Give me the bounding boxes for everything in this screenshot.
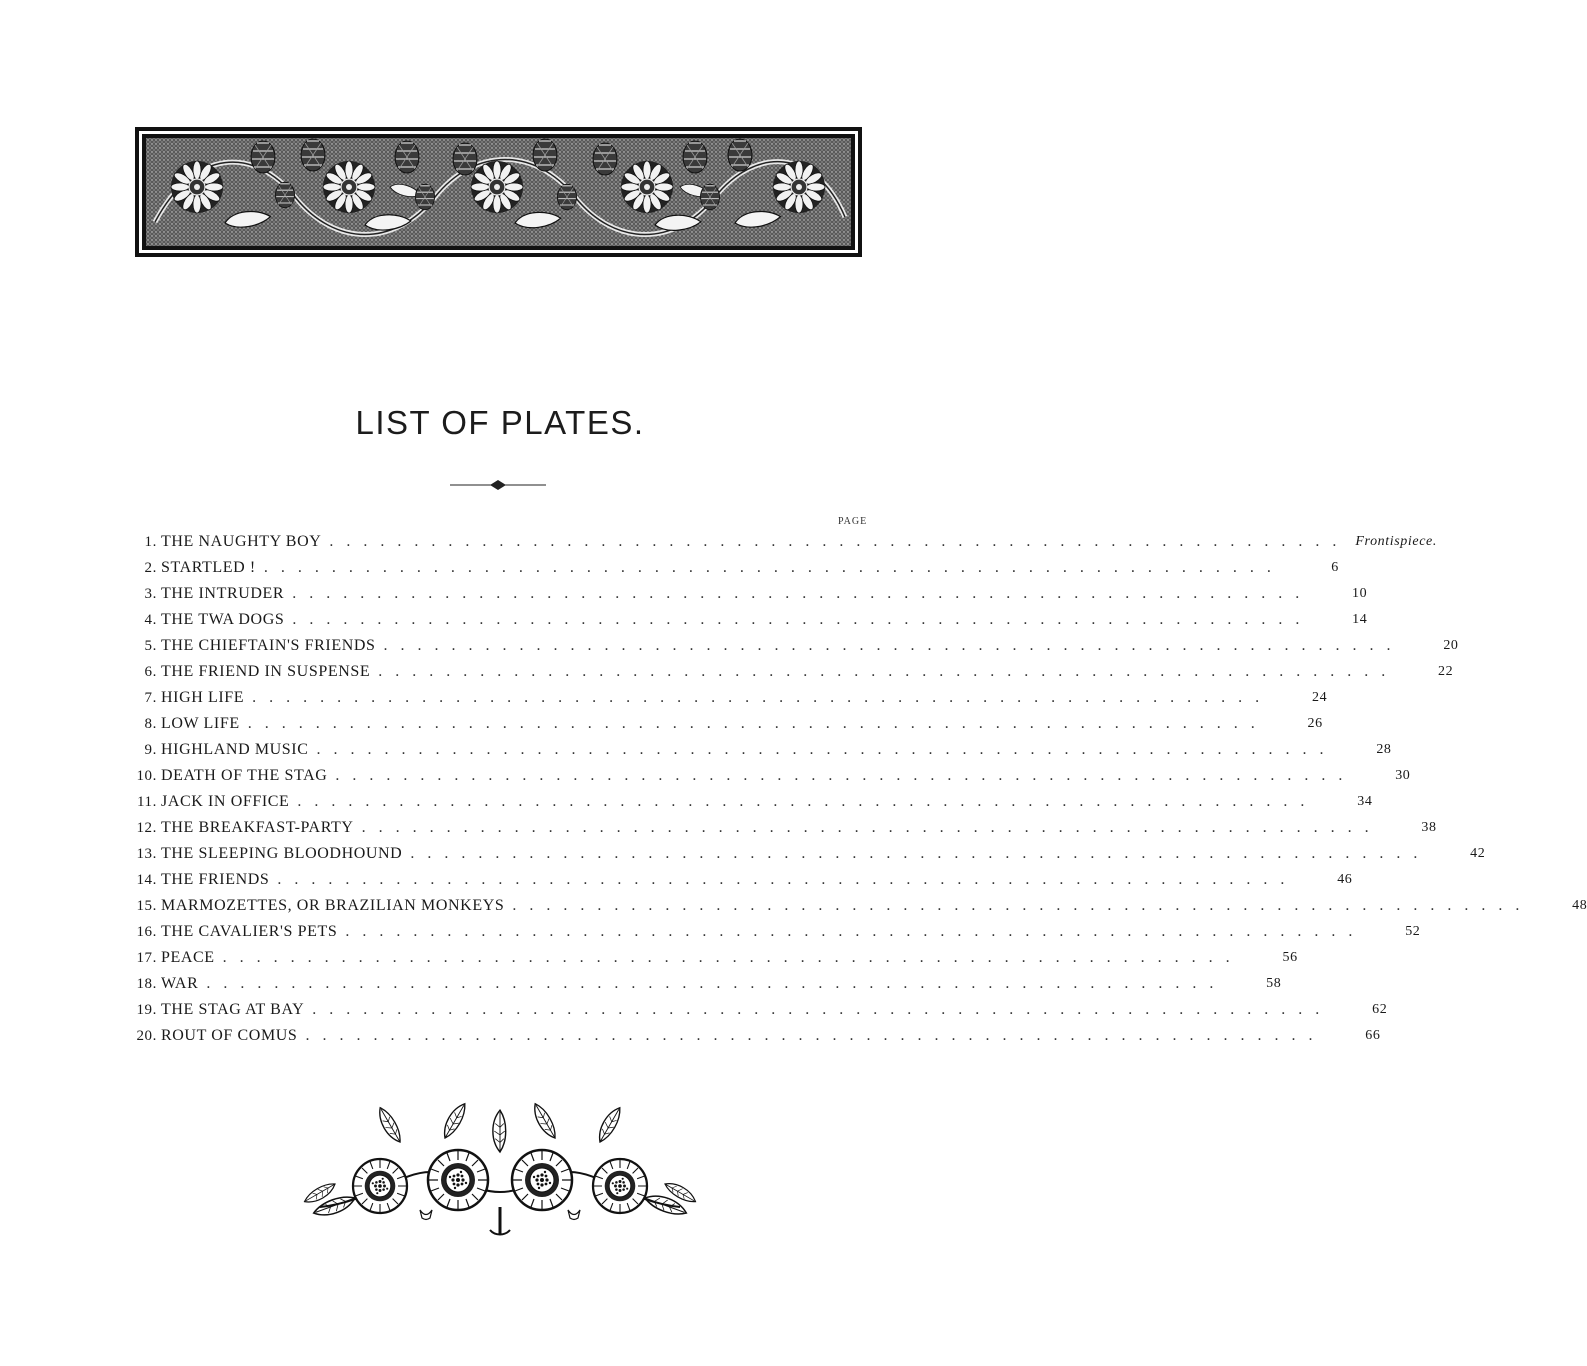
plate-entry	[130, 789, 1373, 815]
plate-number: 14.	[136, 871, 157, 888]
plate-entry	[130, 581, 1368, 607]
plate-number: 9.	[144, 741, 157, 758]
plate-number: 11.	[137, 793, 157, 810]
plate-page-number: 66	[1365, 1028, 1381, 1043]
plate-title: HIGH LIFE	[161, 689, 245, 706]
dot-leader: ............................................................	[222, 949, 1243, 966]
plate-number: 2.	[144, 559, 157, 576]
dot-leader: ............................................................	[378, 663, 1399, 680]
plate-number: 15.	[136, 897, 157, 914]
footer-ornament	[300, 1112, 700, 1236]
plate-title: THE FRIEND IN SUSPENSE	[161, 663, 371, 680]
plate-title: THE TWA DOGS	[161, 611, 285, 628]
plate-entry	[130, 737, 1392, 763]
plate-page-number: 34	[1357, 794, 1373, 809]
plate-page-number: 52	[1405, 924, 1421, 939]
plate-title: JACK IN OFFICE	[161, 793, 290, 810]
dot-leader: ............................................................	[345, 923, 1366, 940]
plate-title: LOW LIFE	[161, 715, 240, 732]
plate-entry	[130, 633, 1459, 659]
plate-number: 16.	[136, 923, 157, 940]
page-title: LIST OF PLATES.	[355, 404, 645, 441]
plate-number: 6.	[144, 663, 157, 680]
plate-entry	[130, 971, 1282, 997]
diamond-rule-icon	[450, 477, 546, 493]
plate-entry	[130, 555, 1339, 581]
plate-title: STARTLED !	[161, 559, 256, 576]
plate-entry	[130, 711, 1323, 737]
plate-entry	[130, 867, 1353, 893]
dot-leader: ............................................................	[512, 897, 1533, 914]
plate-entry	[130, 659, 1454, 685]
dot-leader: ............................................................	[335, 767, 1356, 784]
dot-leader: ............................................................	[361, 819, 1382, 836]
dot-leader: ............................................................	[292, 585, 1313, 602]
plate-number: 20.	[136, 1027, 157, 1044]
plate-page-number: 6	[1331, 560, 1339, 575]
plate-number: 7.	[144, 689, 157, 706]
plate-entry	[130, 607, 1368, 633]
dot-leader: ............................................................	[277, 871, 1298, 888]
plate-title: MARMOZETTES, OR BRAZILIAN MONKEYS	[161, 897, 505, 914]
plate-page-number: 48	[1572, 898, 1587, 913]
plate-entry	[130, 893, 1587, 919]
dot-leader: ............................................................	[297, 793, 1318, 810]
plate-page-number: 58	[1266, 976, 1282, 991]
plate-page-number: 10	[1351, 586, 1368, 601]
plate-number: 5.	[144, 637, 157, 654]
plate-title: HIGHLAND MUSIC	[161, 741, 309, 758]
dot-leader: ............................................................	[312, 1001, 1333, 1018]
plate-page-number: 14	[1352, 612, 1368, 627]
dot-leader: ............................................................	[410, 845, 1431, 862]
plate-entry	[130, 529, 1437, 555]
dot-leader: ............................................................	[263, 559, 1284, 576]
page-column-label: PAGE	[838, 516, 868, 527]
plate-entry	[130, 945, 1298, 971]
plate-title: THE INTRUDER	[161, 585, 285, 602]
dot-leader: ............................................................	[247, 715, 1268, 732]
plate-number: 13.	[136, 845, 157, 862]
plate-entry	[130, 919, 1421, 945]
plate-title: PEACE	[161, 949, 215, 966]
plate-page-number: Frontispiece.	[1355, 534, 1437, 549]
sunflower-garland-icon	[300, 1112, 700, 1236]
plate-title: THE FRIENDS	[161, 871, 270, 888]
header-ornament-band	[135, 127, 862, 257]
plate-entry	[130, 997, 1388, 1023]
plate-number: 3.	[144, 585, 157, 602]
dot-leader: ............................................................	[252, 689, 1273, 706]
plate-entry	[130, 1023, 1381, 1049]
plate-title: THE SLEEPING BLOODHOUND	[161, 845, 403, 862]
plate-entry	[130, 685, 1328, 711]
dot-leader: ............................................................	[329, 533, 1350, 550]
plate-number: 19.	[136, 1001, 157, 1018]
plate-entry	[130, 815, 1437, 841]
plate-title: THE CHIEFTAIN'S FRIENDS	[161, 637, 376, 654]
plate-entry	[130, 763, 1411, 789]
plate-number: 17.	[136, 949, 157, 966]
plate-number: 12.	[136, 819, 157, 836]
plate-title: WAR	[161, 975, 199, 992]
plates-list	[130, 529, 1587, 1049]
plate-title: DEATH OF THE STAG	[161, 767, 328, 784]
plate-page-number: 56	[1282, 950, 1298, 965]
dot-leader: ............................................................	[206, 975, 1227, 992]
plate-title: ROUT OF COMUS	[161, 1027, 298, 1044]
plate-entry	[130, 841, 1486, 867]
plate-page-number: 28	[1376, 742, 1392, 757]
plate-number: 1.	[144, 533, 157, 550]
dot-leader: ............................................................	[383, 637, 1404, 654]
plate-page-number: 62	[1372, 1002, 1388, 1017]
plate-page-number: 42	[1470, 846, 1486, 861]
plate-number: 4.	[144, 611, 157, 628]
plate-page-number: 20	[1443, 638, 1459, 653]
plate-page-number: 22	[1438, 664, 1454, 679]
plate-title: THE BREAKFAST-PARTY	[161, 819, 354, 836]
plate-title: THE CAVALIER'S PETS	[161, 923, 338, 940]
plate-title: THE NAUGHTY BOY	[161, 533, 322, 550]
floral-band-icon	[135, 127, 862, 257]
plate-title: THE STAG AT BAY	[161, 1001, 305, 1018]
plate-page-number: 24	[1311, 690, 1328, 705]
dot-leader: ............................................................	[292, 611, 1313, 628]
dot-leader: ............................................................	[316, 741, 1337, 758]
plate-number: 8.	[144, 715, 157, 732]
plate-number: 10.	[136, 767, 157, 784]
plate-page-number: 38	[1421, 820, 1437, 835]
plate-number: 18.	[136, 975, 157, 992]
dot-leader: ............................................................	[305, 1027, 1326, 1044]
plate-page-number: 30	[1395, 768, 1411, 783]
plate-page-number: 26	[1307, 716, 1323, 731]
plate-page-number: 46	[1337, 872, 1353, 887]
